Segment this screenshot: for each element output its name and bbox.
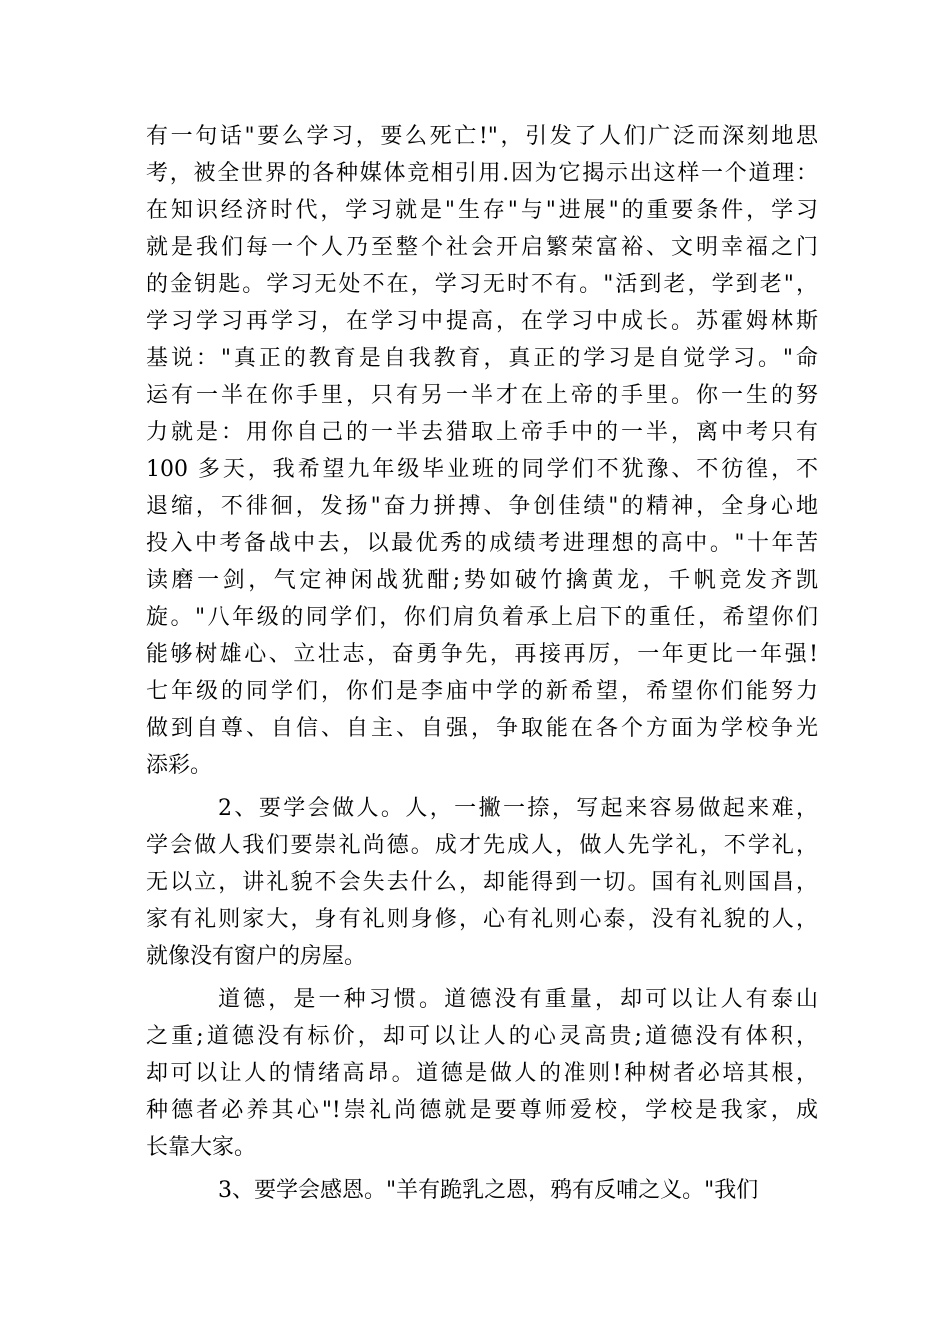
text-line: 投入中考备战中去，以最优秀的成绩考进理想的高中。"十年苦 [146, 531, 818, 556]
text-line: 长靠大家。 [146, 1135, 257, 1160]
text-line: 添彩。 [146, 753, 213, 778]
text-line: 就像没有窗户的房屋。 [146, 944, 367, 969]
text-line: 种德者必养其心"!崇礼尚德就是要尊师爱校，学校是我家，成 [146, 1098, 818, 1123]
paragraph [146, 790, 818, 975]
text-line: 家有礼则家大，身有礼则身修，心有礼则心泰，没有礼貌的人， [146, 907, 818, 932]
text-line: 在知识经济时代，学习就是"生存"与"进展"的重要条件，学习 [146, 198, 818, 223]
text-line: 基说："真正的教育是自我教育，真正的学习是自觉学习。"命 [146, 346, 818, 371]
document-body [146, 118, 818, 1209]
text-line: 学习学习再学习，在学习中提高，在学习中成长。苏霍姆林斯 [146, 309, 818, 334]
text-line: 3、要学会感恩。"羊有跪乳之恩，鸦有反哺之义。"我们 [218, 1178, 759, 1203]
text-line: 能够树雄心、立壮志，奋勇争先，再接再厉，一年更比一年强! [146, 642, 818, 667]
text-line: 之重;道德没有标价，却可以让人的心灵高贵;道德没有体积， [146, 1024, 818, 1049]
text-line: 无以立，讲礼貌不会失去什么，却能得到一切。国有礼则国昌， [146, 870, 818, 895]
paragraph [146, 118, 818, 784]
text-line: 100 多天，我希望九年级毕业班的同学们不犹豫、不彷徨，不 [146, 457, 818, 482]
paragraph [146, 981, 818, 1166]
text-line: 有一句话"要么学习，要么死亡!"，引发了人们广泛而深刻地思 [146, 124, 818, 149]
text-line: 做到自尊、自信、自主、自强，争取能在各个方面为学校争光 [146, 716, 818, 741]
text-line: 2、要学会做人。人，一撇一捺，写起来容易做起来难， [218, 796, 818, 821]
text-line: 读磨一剑，气定神闲战犹酣;势如破竹擒黄龙，千帆竞发齐凯 [146, 568, 818, 593]
text-line: 运有一半在你手里，只有另一半才在上帝的手里。你一生的努 [146, 383, 818, 408]
text-line: 的金钥匙。学习无处不在，学习无时不有。"活到老，学到老"， [146, 272, 818, 297]
text-line: 学会做人我们要崇礼尚德。成才先成人，做人先学礼，不学礼， [146, 833, 818, 858]
text-line: 退缩，不徘徊，发扬"奋力拼搏、争创佳绩"的精神，全身心地 [146, 494, 818, 519]
text-line: 道德，是一种习惯。道德没有重量，却可以让人有泰山 [218, 987, 818, 1012]
text-line: 旋。"八年级的同学们，你们肩负着承上启下的重任，希望你们 [146, 605, 818, 630]
text-line: 就是我们每一个人乃至整个社会开启繁荣富裕、文明幸福之门 [146, 235, 818, 260]
paragraph [146, 1172, 818, 1209]
text-line: 力就是：用你自己的一半去猎取上帝手中的一半，离中考只有 [146, 420, 818, 445]
text-line: 考，被全世界的各种媒体竞相引用.因为它揭示出这样一个道理： [146, 161, 818, 186]
text-line: 却可以让人的情绪高昂。道德是做人的准则!种树者必培其根， [146, 1061, 818, 1086]
text-line: 七年级的同学们，你们是李庙中学的新希望，希望你们能努力 [146, 679, 818, 704]
